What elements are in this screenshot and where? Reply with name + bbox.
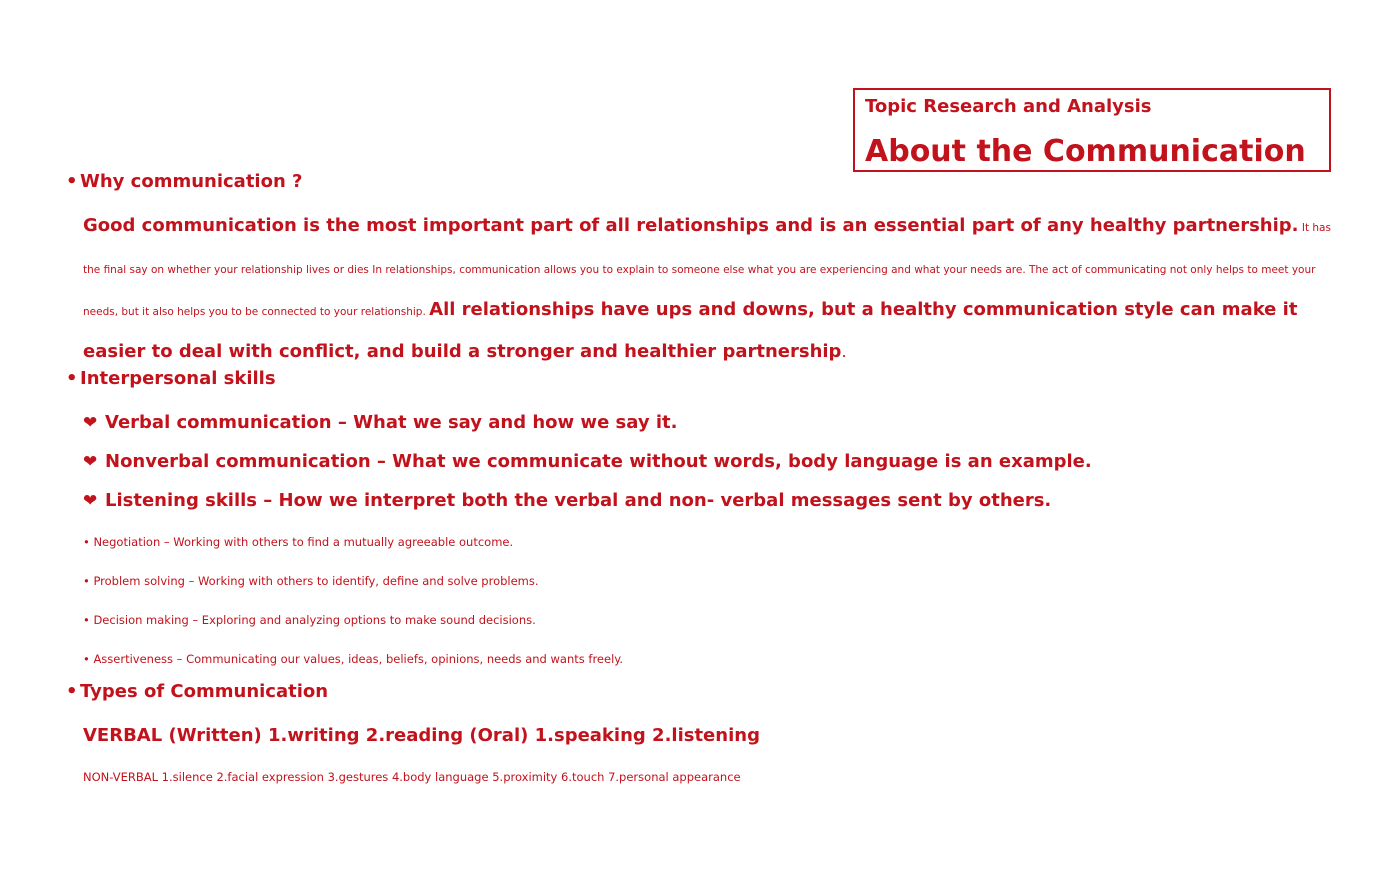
why-closing-period: . bbox=[841, 342, 847, 361]
section-heading-why bbox=[66, 171, 303, 192]
nonverbal-types: NON-VERBAL 1.silence 2.facial expression 3.gestures 4.body language 5.proximity 6.touch 7.personal appearance bbox=[83, 770, 741, 784]
heading-text: Why communication ? bbox=[80, 171, 303, 192]
heading-text: Types of Communication bbox=[80, 681, 329, 702]
skill-item bbox=[83, 451, 1092, 472]
section-heading-interpersonal bbox=[66, 368, 276, 389]
section-heading-types bbox=[66, 681, 328, 702]
why-closing: All relationships have ups and downs, but a healthy communication style can make it easier to deal with conflict, and build a stronger and healthier partnership bbox=[83, 299, 1298, 362]
heading-text: Interpersonal skills bbox=[80, 368, 276, 389]
heart-icon: ❤ bbox=[83, 452, 98, 472]
topic-kicker: Topic Research and Analysis bbox=[865, 96, 1152, 117]
minor-skill-item: • Problem solving – Working with others to identify, define and solve problems. bbox=[83, 574, 539, 588]
bullet-icon: • bbox=[66, 368, 78, 389]
bullet-icon: • bbox=[66, 681, 78, 702]
minor-skill-item: • Assertiveness – Communicating our values, ideas, beliefs, opinions, needs and wants freely. bbox=[83, 652, 624, 666]
skill-item bbox=[83, 490, 1051, 511]
why-lead: Good communication is the most important part of all relationships and is an essential part of any healthy partnership. bbox=[83, 215, 1299, 236]
why-detail: It has the final say on whether your relationship lives or dies In relationships, communication allows you to explain to someone else what you are experiencing and what your needs are. The act of communicating not only helps to meet your needs, but it also helps you to be connected to your relationship. bbox=[83, 222, 1331, 318]
page-title: About the Communication bbox=[865, 134, 1306, 169]
title-box bbox=[853, 88, 1331, 172]
skill-text: Listening skills – How we interpret both the verbal and non- verbal messages sent by others. bbox=[105, 490, 1052, 511]
minor-skill-item: • Decision making – Exploring and analyzing options to make sound decisions. bbox=[83, 613, 536, 627]
heart-icon: ❤ bbox=[83, 413, 98, 433]
skill-text: Nonverbal communication – What we communicate without words, body language is an example. bbox=[105, 451, 1092, 472]
bullet-icon: • bbox=[66, 171, 78, 192]
skill-item bbox=[83, 412, 677, 433]
skill-text: Verbal communication – What we say and how we say it. bbox=[105, 412, 678, 433]
verbal-types: VERBAL (Written) 1.writing 2.reading (Oral) 1.speaking 2.listening bbox=[83, 725, 760, 746]
heart-icon: ❤ bbox=[83, 491, 98, 511]
why-paragraph bbox=[83, 206, 1338, 371]
minor-skill-item: • Negotiation – Working with others to find a mutually agreeable outcome. bbox=[83, 535, 514, 549]
